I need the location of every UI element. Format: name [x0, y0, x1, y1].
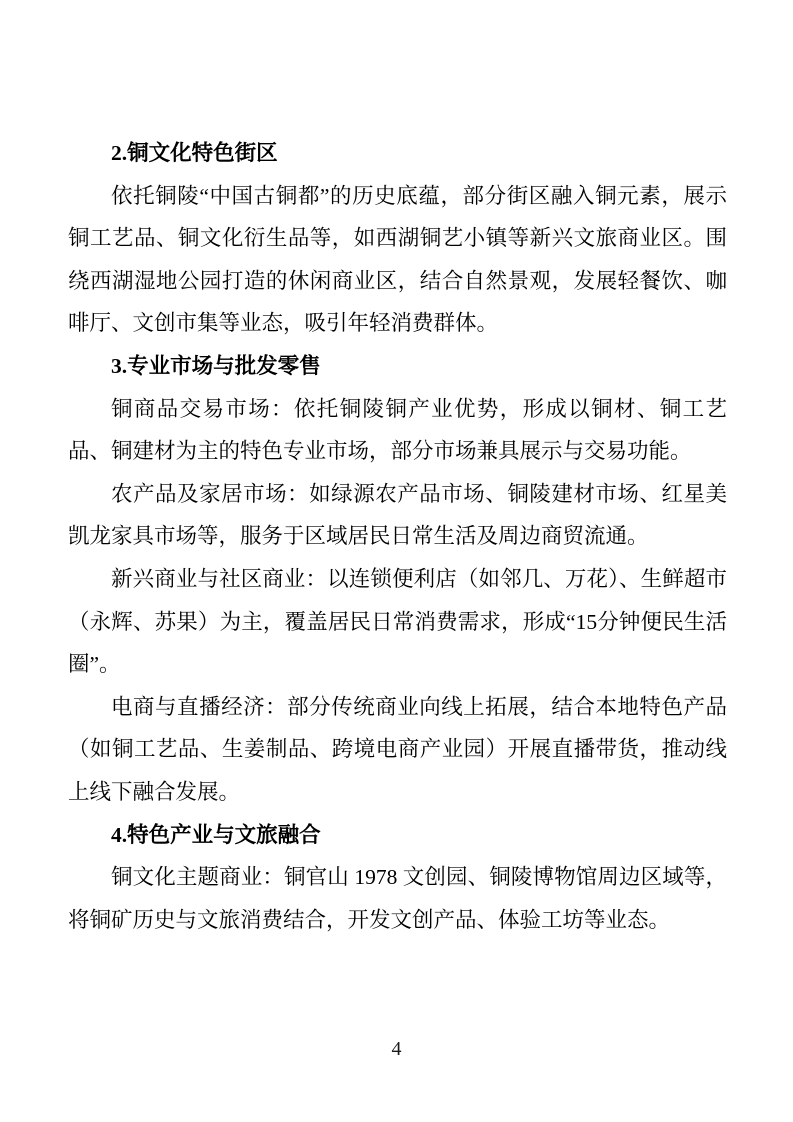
- section-heading-market-wholesale-retail: 3.专业市场与批发零售: [111, 353, 321, 378]
- page-number: 4: [391, 1038, 402, 1060]
- paragraph-copper-theme-commerce: 铜文化主题商业：铜官山 1978 文创园、铜陵博物馆周边区域等，将铜矿历史与文旅消费结合，开发文创产品、体验工坊等业态。: [68, 865, 727, 932]
- paragraph-copper-culture-street: 依托铜陵“中国古铜都”的历史底蕴，部分街区融入铜元素，展示铜工艺品、铜文化衍生品等，如西湖铜艺小镇等新兴文旅商业区。围绕西湖湿地公园打造的休闲商业区，结合自然景观，发展轻餐饮、咖啡厅、文创市集等业态，吸引年轻消费群体。: [68, 183, 727, 336]
- paragraph-copper-commodity-market: 铜商品交易市场：依托铜陵铜产业优势，形成以铜材、铜工艺品、铜建材为主的特色专业市场，部分市场兼具展示与交易功能。: [68, 396, 727, 464]
- paragraph-ecommerce-livestream: 电商与直播经济：部分传统商业向线上拓展，结合本地特色产品（如铜工艺品、生姜制品、跨境电商产业园）开展直播带货，推动线上线下融合发展。: [68, 694, 727, 804]
- section-heading-copper-culture-street: 2.铜文化特色街区: [111, 141, 278, 165]
- document-body: [68, 132, 727, 941]
- paragraph-agriculture-home-market: 农产品及家居市场：如绿源农产品市场、铜陵建材市场、红星美凯龙家具市场等，服务于区域居民日常生活及周边商贸流通。: [68, 481, 727, 549]
- section-heading-industry-tourism: 4.特色产业与文旅融合: [111, 822, 321, 847]
- paragraph-community-commerce: 新兴商业与社区商业：以连锁便利店（如邻几、万花）、生鲜超市（永辉、苏果）为主，覆盖居民日常消费需求，形成“15分钟便民生活圈”。: [68, 566, 727, 677]
